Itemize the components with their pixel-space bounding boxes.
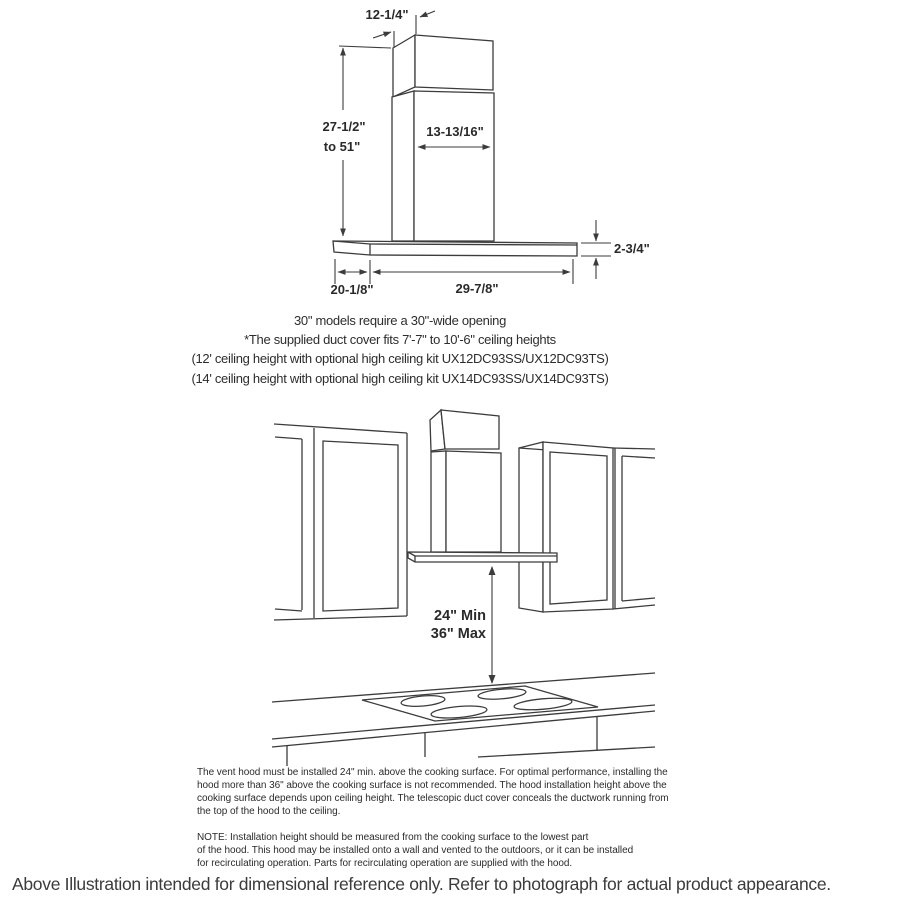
installation-paragraph <box>197 766 669 818</box>
note-line: for recirculating operation. Parts for recirculating operation are supplied with the hood. <box>197 858 573 869</box>
cooktop-drawing <box>362 686 598 721</box>
spec-note-line: (14' ceiling height with optional high ceiling kit UX14DC93SS/UX14DC93TS) <box>191 370 609 386</box>
dimension-canopy-height <box>581 220 650 279</box>
hood-dimension-diagram <box>0 0 900 308</box>
paragraph-line: The vent hood must be installed 24" min. above the cooking surface. For optimal performance, installing the <box>197 767 668 778</box>
note-paragraph <box>197 831 633 870</box>
spec-note-line: *The supplied duct cover fits 7'-7" to 10'-6" ceiling heights <box>244 332 556 348</box>
footer-disclaimer: Above Illustration intended for dimensional reference only. Refer to photograph for actual product appearance. <box>12 874 831 894</box>
spec-note-line: (12' ceiling height with optional high ceiling kit UX12DC93SS/UX12DC93TS) <box>191 351 609 367</box>
hood-canopy-drawing <box>333 241 577 256</box>
dim-label-duct-height-1: 27-1/2" <box>322 119 366 134</box>
paragraph-line: the top of the hood to the ceiling. <box>197 806 341 817</box>
paragraph-line: cooking surface depends upon ceiling height. The telescopic duct cover conceals the ductwork running from <box>197 793 669 804</box>
spec-note-line: 30" models require a 30"-wide opening <box>293 313 507 328</box>
clearance-dimension <box>431 567 492 683</box>
note-line: of the hood. This hood may be installed onto a wall and vented to the outdoors, or it can be installed <box>197 845 634 856</box>
dim-label-duct-width: 13-13/16" <box>426 124 484 139</box>
spec-notes-block <box>0 311 800 388</box>
dimension-duct-height <box>322 46 391 236</box>
clearance-max-label: 36" Max <box>430 626 486 642</box>
clearance-min-label: 24" Min <box>434 608 486 624</box>
dimension-canopy-bottom <box>330 259 573 297</box>
dim-label-duct-height-2: to 51" <box>323 139 361 154</box>
left-wall-cabinets <box>274 424 407 620</box>
dim-label-top-width: 12-1/4" <box>365 7 409 22</box>
note-line: NOTE: Installation height should be measured from the cooking surface to the lowest part <box>197 832 589 843</box>
paragraph-line: hood more than 36" above the cooking surface is not recommended. The hood installation height above the <box>197 780 667 791</box>
dim-label-canopy-width: 29-7/8" <box>455 281 499 296</box>
countertop-base-cabinets <box>272 673 655 766</box>
installation-illustration <box>0 400 900 775</box>
dim-label-canopy-height: 2-3/4" <box>614 241 650 256</box>
right-wall-cabinets <box>519 442 655 612</box>
dim-label-canopy-depth: 20-1/8" <box>330 282 374 297</box>
